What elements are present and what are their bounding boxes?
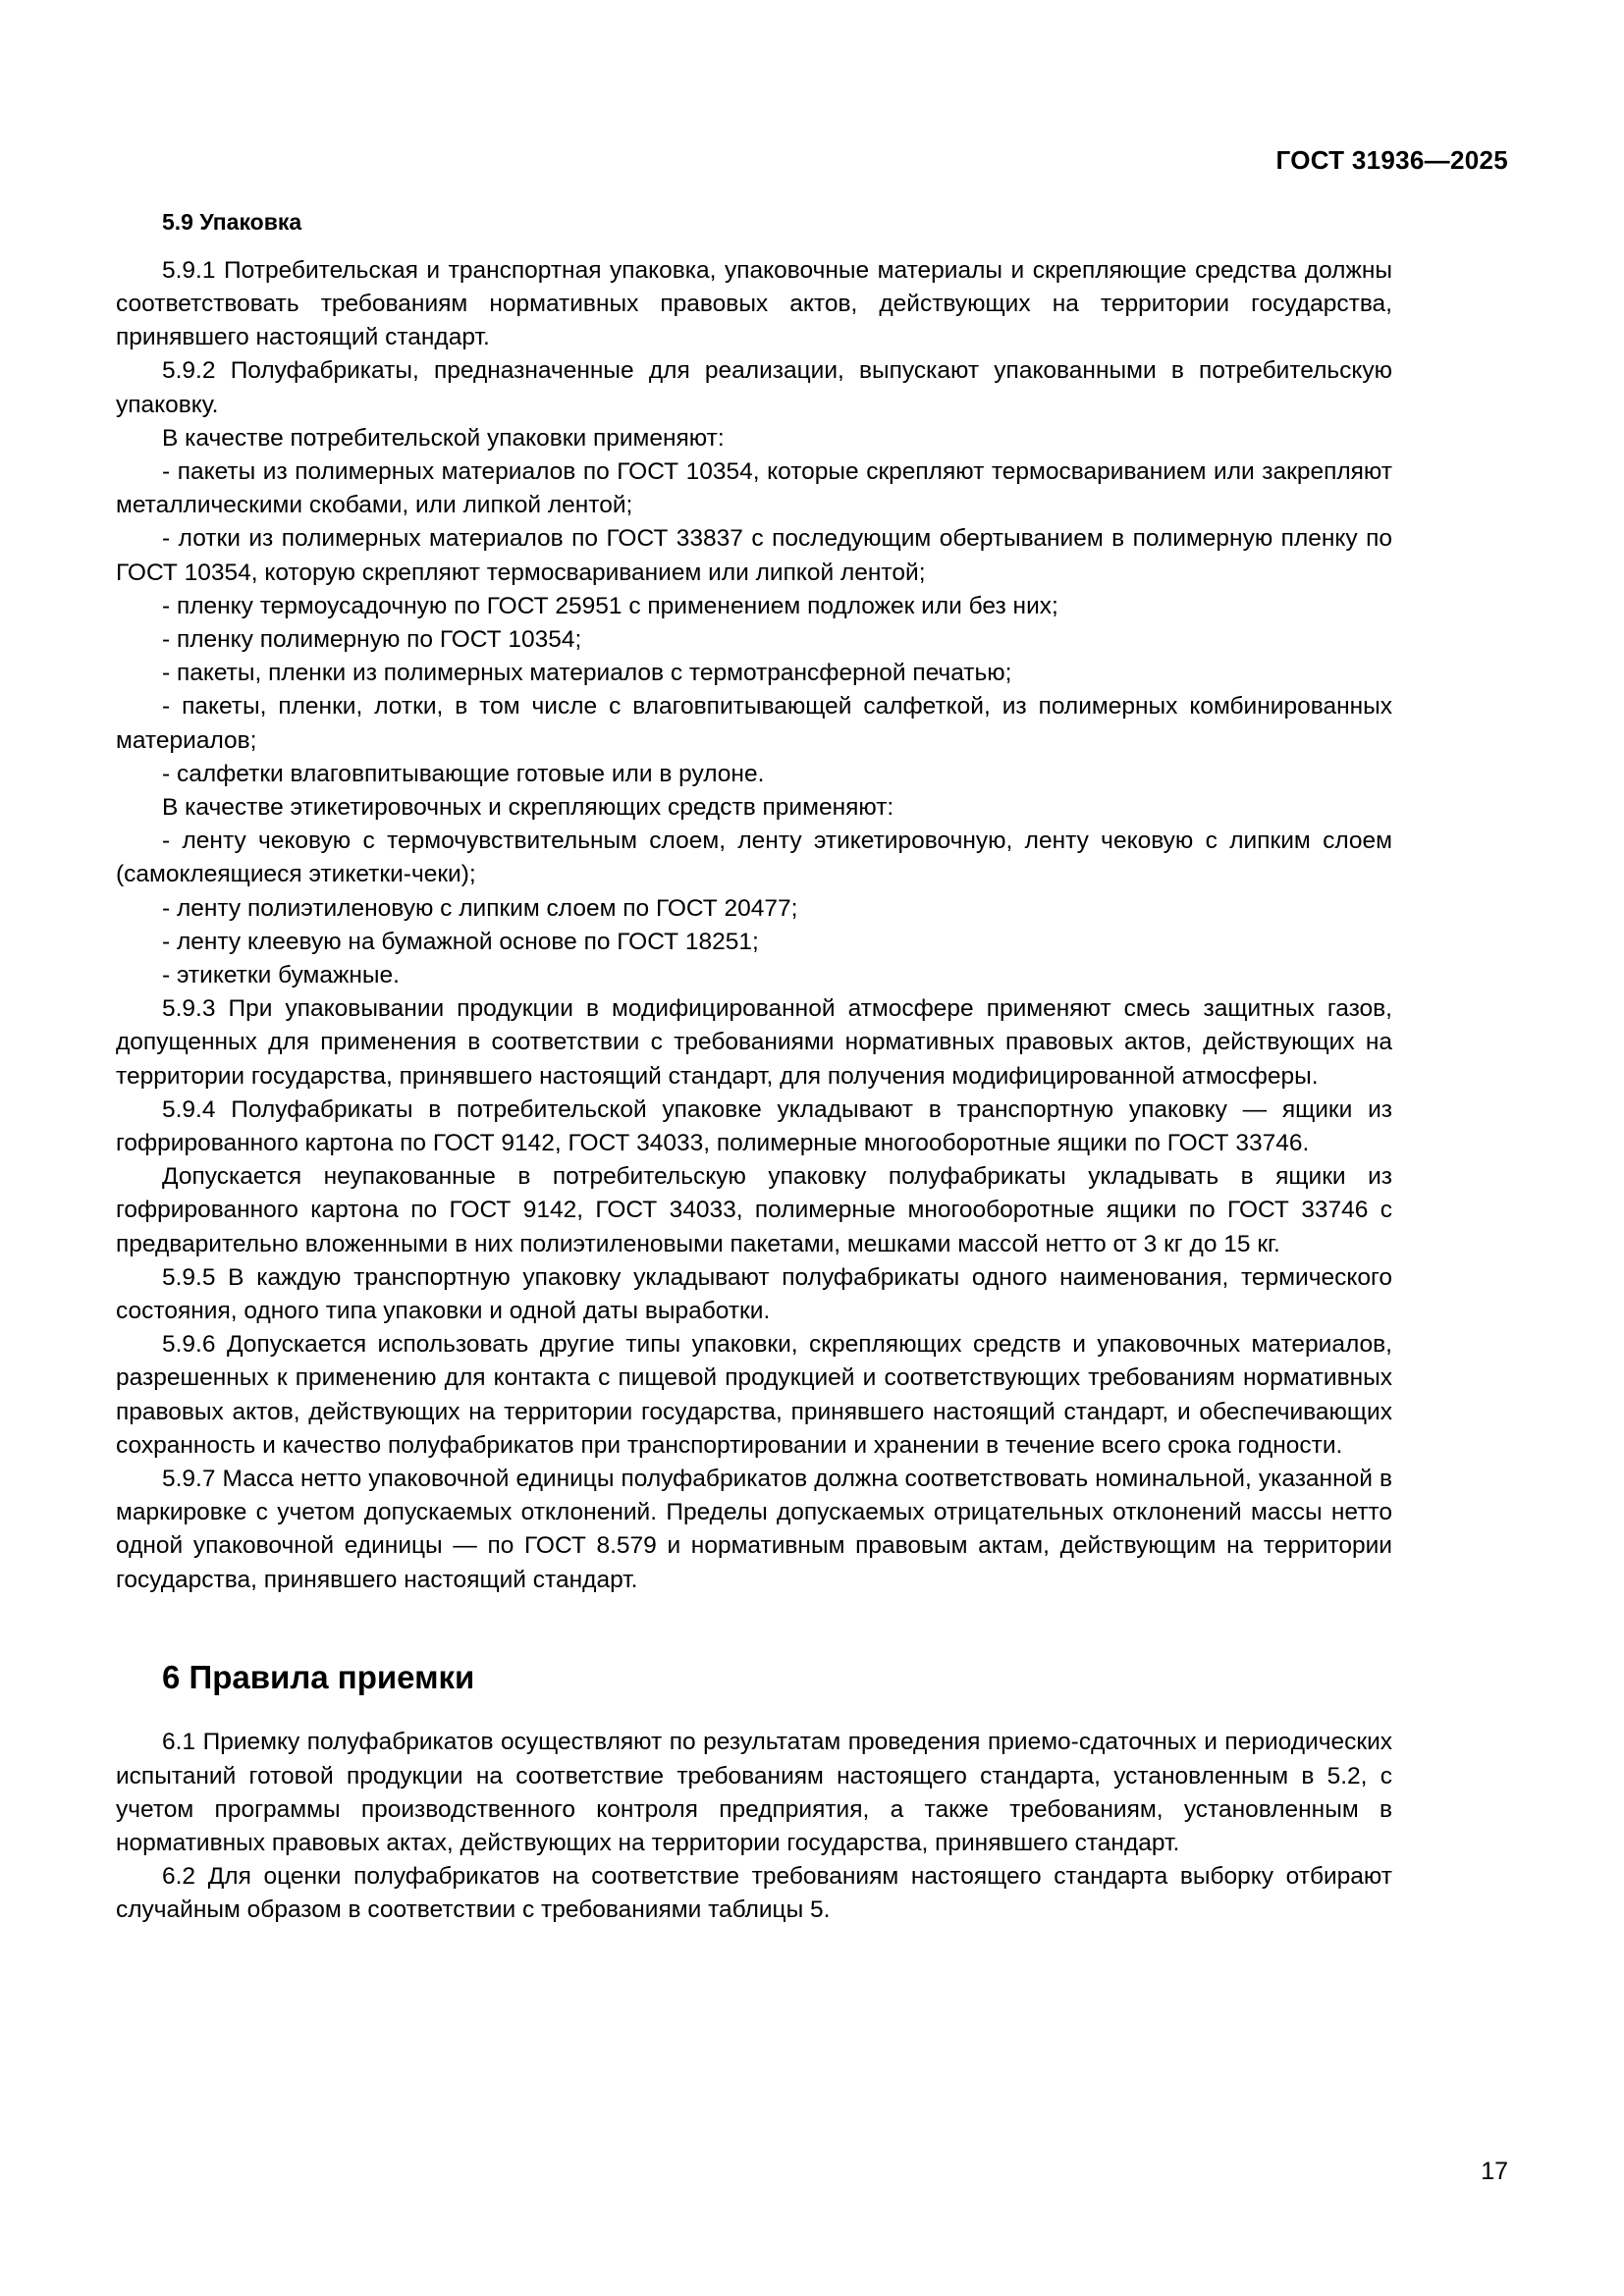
list-item-consumer-5: - пакеты, пленки, лотки, в том числе с влаговпитывающей салфеткой, из полимерных комбинированных материалов; xyxy=(116,693,1392,754)
paragraph-consumer-packaging-intro: В качестве потребительской упаковки применяют: xyxy=(162,424,725,452)
list-item-labelling-1: - ленту полиэтиленовую с липким слоем по ГОСТ 20477; xyxy=(162,894,798,922)
page-body xyxy=(116,208,1392,1928)
section-heading-6: 6 Правила приемки xyxy=(162,1658,475,1695)
paragraph-5-9-2: 5.9.2 Полуфабрикаты, предназначенные для реализации, выпускают упакованными в потребительскую упаковку. xyxy=(116,357,1392,418)
list-item-consumer-3: - пленку полимерную по ГОСТ 10354; xyxy=(162,625,582,653)
clause-heading-5-9: 5.9 Упаковка xyxy=(162,209,302,235)
page-number: 17 xyxy=(1481,2158,1508,2185)
list-item-consumer-4: - пакеты, пленки из полимерных материалов с термотрансферной печатью; xyxy=(162,660,1012,687)
paragraph-5-9-4-continued: Допускается неупакованные в потребительскую упаковку полуфабрикаты укладывать в ящики из гофрированного картона по ГОСТ 9142, ГОСТ 34033, полимерные многооборотные ящики по ГОСТ 33746 с предварительно вложенными в них полиэтиленовыми пакетами, мешками массой нетто от 3 кг до 15 кг. xyxy=(116,1163,1392,1257)
list-item-consumer-0: - пакеты из полимерных материалов по ГОСТ 10354, которые скрепляют термосвариванием или закрепляют металлическими скобами, или липкой лентой; xyxy=(116,457,1392,519)
list-item-labelling-3: - этикетки бумажные. xyxy=(162,962,400,989)
paragraph-5-9-3: 5.9.3 При упаковывании продукции в модифицированной атмосфере применяют смесь защитных газов, допущенных для применения в соответствии с требованиями нормативных правовых актов, действующих на территории государства, принявшего настоящий стандарт, для получения модифицированной атмосферы. xyxy=(116,995,1392,1090)
paragraph-5-9-6: 5.9.6 Допускается использовать другие типы упаковки, скрепляющих средств и упаковочных материалов, разрешенных к применению для контакта с пищевой продукцией и соответствующих требованиям нормативных правовых актов, действующих на территории государства, принявшего настоящий стандарт, и обеспечивающих сохранность и качество полуфабрикатов при транспортировании и хранении в течение всего срока годности. xyxy=(116,1331,1392,1459)
paragraph-5-9-7: 5.9.7 Масса нетто упаковочной единицы полуфабрикатов должна соответствовать номинальной, указанной в маркировке с учетом допускаемых отклонений. Пределы допускаемых отрицательных отклонений массы нетто одной упаковочной единицы — по ГОСТ 8.579 и нормативным правовым актам, действующим на территории государства, принявшего настоящий стандарт. xyxy=(116,1466,1392,1593)
running-header-standard-number: ГОСТ 31936—2025 xyxy=(1275,145,1508,175)
paragraph-labelling-intro: В качестве этикетировочных и скрепляющих средств применяют: xyxy=(162,794,894,821)
list-item-consumer-2: - пленку термоусадочную по ГОСТ 25951 с применением подложек или без них; xyxy=(162,592,1058,619)
paragraph-6-1: 6.1 Приемку полуфабрикатов осуществляют по результатам проведения приемо-сдаточных и периодических испытаний готовой продукции на соответствие требованиям настоящего стандарта, установленным в 5.2, с учетом программы производственного контроля предприятия, а также требованиям, установленным в нормативных правовых актах, действующих на территории государства, принявшего стандарт. xyxy=(116,1729,1392,1857)
list-item-labelling-2: - ленту клеевую на бумажной основе по ГОСТ 18251; xyxy=(162,928,759,955)
paragraph-5-9-4: 5.9.4 Полуфабрикаты в потребительской упаковке укладывают в транспортную упаковку — ящики из гофрированного картона по ГОСТ 9142, ГОСТ 34033, полимерные многооборотные ящики по ГОСТ 33746. xyxy=(116,1095,1392,1157)
paragraph-5-9-1: 5.9.1 Потребительская и транспортная упаковка, упаковочные материалы и скрепляющие средства должны соответствовать требованиям нормативных правовых актов, действующих на территории государства, принявшего настоящий стандарт. xyxy=(116,256,1392,351)
paragraph-6-2: 6.2 Для оценки полуфабрикатов на соответствие требованиям настоящего стандарта выборку отбирают случайным образом в соответствии с требованиями таблицы 5. xyxy=(116,1863,1392,1924)
list-item-labelling-0: - ленту чековую с термочувствительным слоем, ленту этикетировочную, ленту чековую с липким слоем (самоклеящиеся этикетки-чеки); xyxy=(116,828,1392,888)
list-item-consumer-1: - лотки из полимерных материалов по ГОСТ 33837 с последующим обертыванием в полимерную пленку по ГОСТ 10354, которую скрепляют термосвариванием или липкой лентой; xyxy=(116,525,1392,586)
paragraph-5-9-5: 5.9.5 В каждую транспортную упаковку укладывают полуфабрикаты одного наименования, термического состояния, одного типа упаковки и одной даты выработки. xyxy=(116,1263,1392,1325)
list-item-consumer-6: - салфетки влаговпитывающие готовые или в рулоне. xyxy=(162,760,765,787)
